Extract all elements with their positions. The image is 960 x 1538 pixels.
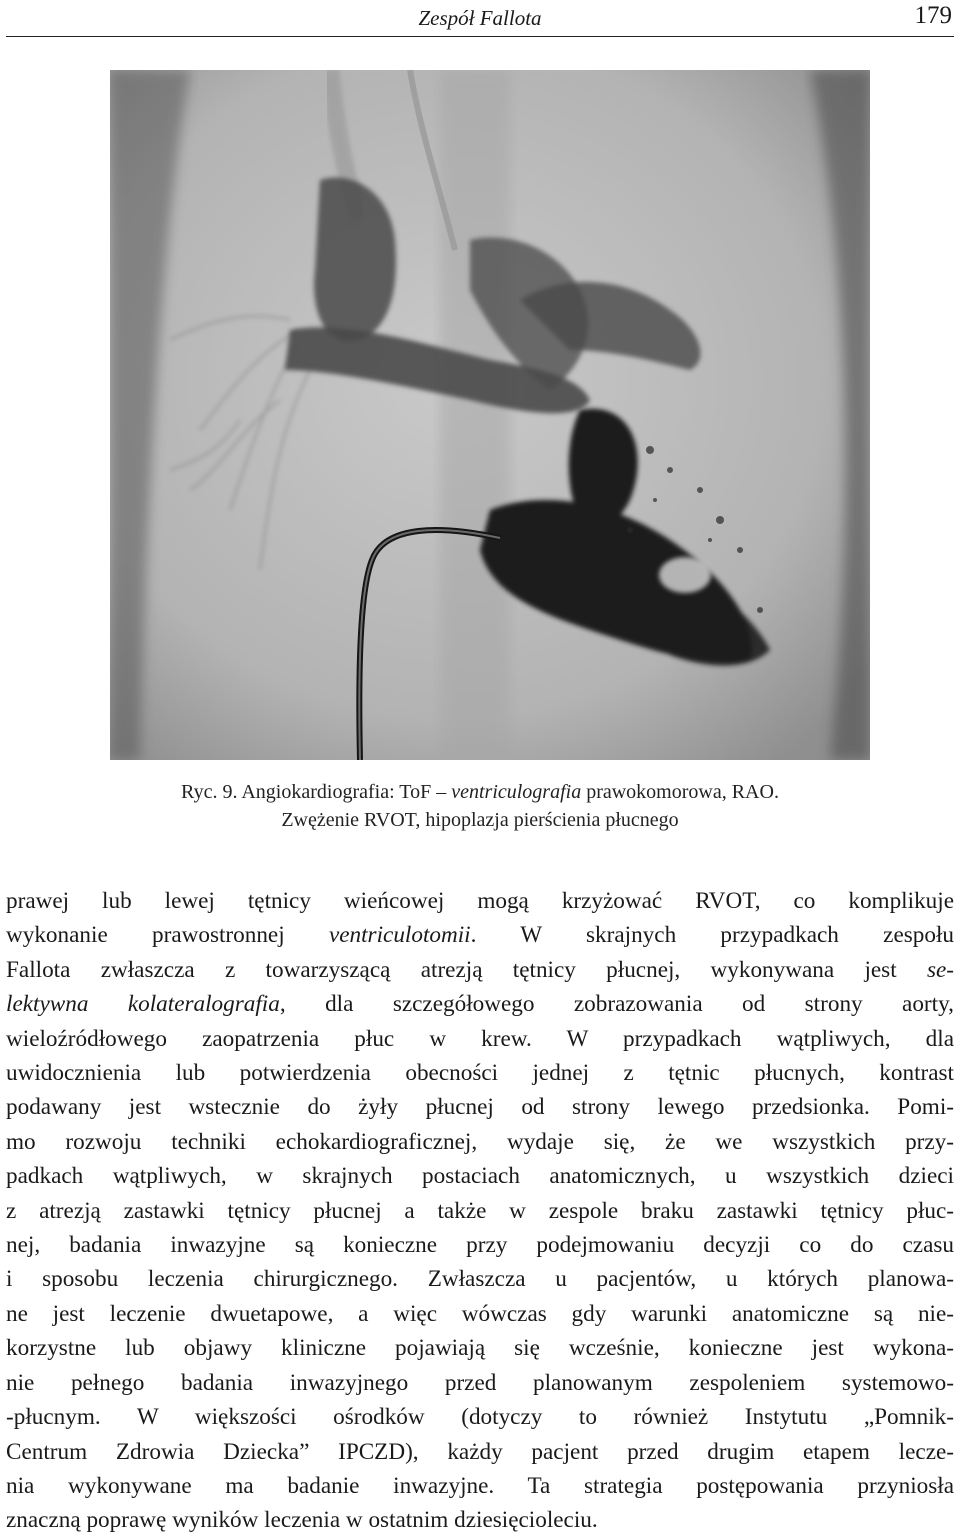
running-title: Zespół Fallota [418, 6, 542, 30]
text-line: nie pełnego badania inwazyjnego przed planowanym zespoleniem systemowo- [6, 1369, 954, 1396]
text-line: z atrezją zastawki tętnicy płucnej a także w zespole braku zastawki tętnicy płuc- [6, 1197, 954, 1224]
text-line: korzystne lub objawy kliniczne pojawiają się wcześnie, konieczne jest wykona- [6, 1335, 954, 1362]
body-paragraph [6, 884, 954, 1538]
text-line: nia wykonywane ma badanie inwazyjne. Ta strategia postępowania przyniosła [6, 1472, 954, 1499]
text-line: lektywna kolateralografia, dla szczegółowego zobrazowania od strony aorty, [6, 991, 954, 1018]
text-line: -płucnym. W większości ośrodków (dotyczy to również Instytutu „Pomnik- [6, 1404, 954, 1431]
text-line: wykonanie prawostronnej ventriculotomii. W skrajnych przypadkach zespołu [6, 922, 954, 949]
text-line: ne jest leczenie dwuetapowe, a więc wówczas gdy warunki anatomiczne są nie- [6, 1300, 954, 1327]
text-line: wieloźródłowego zaopatrzenia płuc w krew. W przypadkach wątpliwych, dla [6, 1025, 954, 1052]
text-line: podawany jest wstecznie do żyły płucnej od strony lewego przedsionka. Pomi- [6, 1094, 954, 1121]
angiogram-image [110, 70, 870, 760]
text-line: Centrum Zdrowia Dziecka” IPCZD), każdy pacjent przed drugim etapem lecze- [6, 1438, 954, 1465]
page-number: 179 [914, 2, 952, 29]
figure-caption [60, 778, 900, 834]
text-line: uwidocznienia lub potwierdzenia obecności jednej z tętnic płucnych, kontrast [6, 1060, 954, 1087]
text-line: i sposobu leczenia chirurgicznego. Zwłaszcza u pacjentów, u których planowa- [6, 1266, 954, 1293]
caption-line-1: Ryc. 9. Angiokardiografia: ToF – ventriculografia prawokomorowa, RAO. [181, 781, 779, 803]
page-header [6, 0, 954, 37]
text-line: prawej lub lewej tętnicy wieńcowej mogą krzyżować RVOT, co komplikuje [6, 888, 954, 914]
text-line: znaczną poprawę wyników leczenia w ostatnim dziesięcioleciu. [6, 1507, 598, 1534]
text-line: mo rozwoju techniki echokardiograficznej, wydaje się, że we wszystkich przy- [6, 1128, 954, 1155]
text-line: Fallota zwłaszcza z towarzyszącą atrezją tętnicy płucnej, wykonywana jest se- [6, 956, 954, 983]
text-line: padkach wątpliwych, w skrajnych postaciach anatomicznych, u wszystkich dzieci [6, 1163, 954, 1190]
angiogram-figure [110, 70, 870, 760]
text-line: nej, badania inwazyjne są konieczne przy podejmowaniu decyzji co do czasu [6, 1232, 954, 1259]
caption-line-2: Zwężenie RVOT, hipoplazja pierścienia płucnego [281, 809, 679, 831]
